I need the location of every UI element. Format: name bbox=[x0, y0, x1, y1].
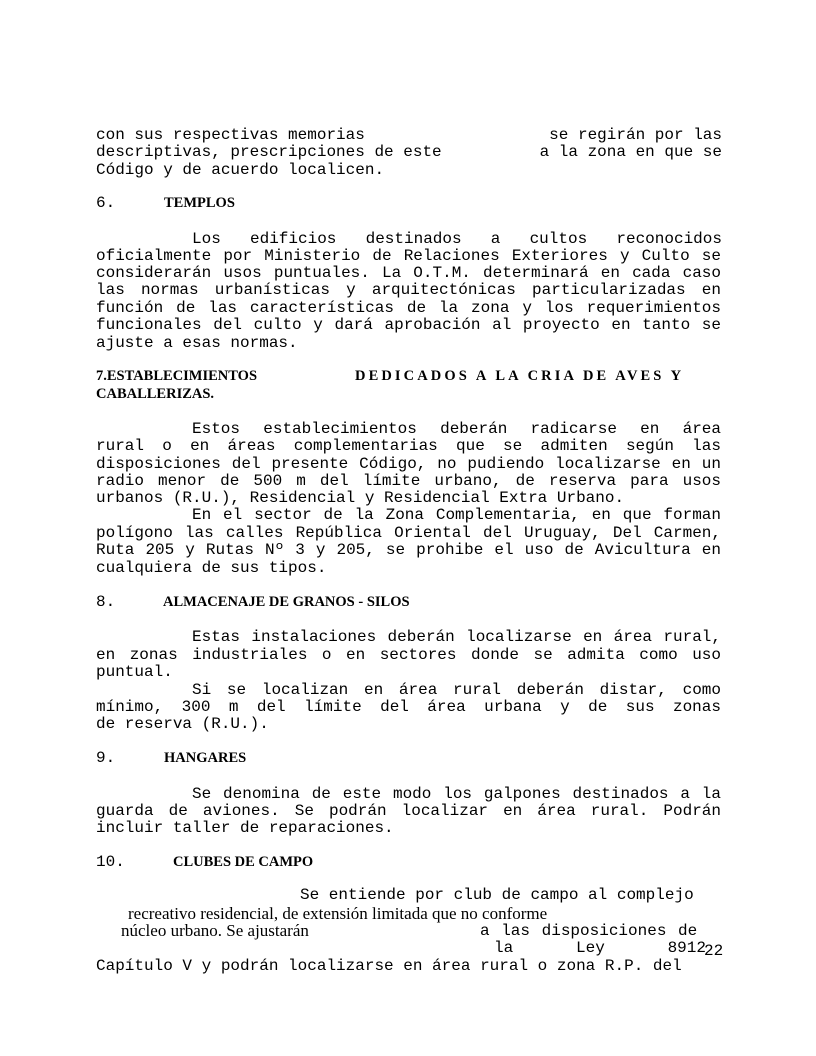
section-10-number: 10. bbox=[96, 853, 125, 871]
intro-right-column bbox=[530, 127, 722, 162]
section-10-title: CLUBES DE CAMPO bbox=[173, 854, 314, 870]
intro-right-line: se regirán por las bbox=[549, 126, 722, 144]
text-line: En el sector de la Zona Complementaria, en que forman bbox=[192, 506, 721, 524]
text-line: cualquiera de sus tipos. bbox=[96, 559, 327, 577]
text-line: Estas instalaciones deberán localizarse en área rural, bbox=[192, 628, 721, 646]
text-line: Ruta 205 y Rutas Nº 3 y 205, se prohibe el uso de Avicultura en bbox=[96, 541, 721, 559]
text-line: urbanos (R.U.), Residencial y Residencial Extra Urbano. bbox=[96, 489, 625, 507]
text-line: Los edificios destinados a cultos reconocidos bbox=[192, 230, 722, 248]
text-word: 8912 bbox=[667, 939, 706, 957]
text-line: Estos establecimientos deberán radicarse en área bbox=[192, 420, 721, 438]
text-line: Se denomina de este modo los galpones destinados a la bbox=[192, 785, 721, 803]
text-line: Capítulo V y podrán localizarse en área rural o zona R.P. del bbox=[96, 957, 682, 975]
text-line: guarda de aviones. Se podrán localizar en área rural. Podrán bbox=[96, 802, 721, 820]
intro-right-line: a la zona en que se bbox=[539, 143, 722, 162]
section-8-title: ALMACENAJE DE GRANOS - SILOS bbox=[163, 594, 410, 610]
text-line: radio menor de 500 m del límite urbano, de reserva para usos bbox=[96, 472, 721, 490]
text-line: oficialmente por Ministerio de Relaciones Exteriores y Culto se bbox=[96, 247, 721, 265]
text-line bbox=[494, 940, 706, 957]
text-line: considerarán usos puntuales. La O.T.M. determinará en cada caso bbox=[96, 264, 721, 282]
text-word: la bbox=[494, 939, 514, 957]
section-7-title-part-a: 7.ESTABLECIMIENTOS bbox=[96, 368, 258, 384]
text-word: Ley bbox=[575, 939, 605, 957]
section-7-title-part-c: CABALLERIZAS. bbox=[96, 386, 215, 402]
intro-left-line: Código y de acuerdo localicen. bbox=[96, 160, 385, 179]
page-number: 22 bbox=[704, 942, 724, 960]
section-9-number: 9. bbox=[96, 749, 116, 767]
text-line: en zonas industriales o en sectores donde se admita como uso bbox=[96, 646, 721, 664]
section-6-title: TEMPLOS bbox=[164, 195, 235, 211]
text-line: polígono las calles República Oriental del Uruguay, Del Carmen, bbox=[96, 524, 721, 542]
intro-left-line: con sus respectivas memorias bbox=[96, 126, 365, 144]
intro-left-line: descriptivas, prescripciones de este bbox=[96, 143, 442, 162]
text-line: rural o en áreas complementarias que se admiten según las bbox=[96, 437, 721, 455]
text-line: mínimo, 300 m del límite del área urbana y de sus zonas bbox=[96, 698, 721, 716]
section-6-number: 6. bbox=[96, 194, 116, 212]
text-line: disposiciones del presente Código, no pudiendo localizarse en un bbox=[96, 455, 721, 473]
text-line: Si se localizan en área rural deberán distar, como bbox=[192, 681, 721, 699]
text-line: funcionales del culto y dará aprobación al proyecto en tanto se bbox=[96, 316, 721, 334]
text-line: a las disposiciones de bbox=[480, 922, 698, 940]
text-line: Se entiende por club de campo al complejo bbox=[300, 886, 694, 904]
text-line: incluir taller de reparaciones. bbox=[96, 819, 394, 837]
text-line: recreativo residencial, de extensión limitada que no conforme bbox=[128, 904, 548, 923]
text-line: ajuste a esas normas. bbox=[96, 334, 298, 352]
text-line: función de las características de la zona y los requerimientos bbox=[96, 299, 721, 317]
intro-left-column bbox=[96, 127, 442, 179]
section-9-title: HANGARES bbox=[164, 750, 247, 766]
text-line: las normas urbanísticas y arquitectónicas particularizadas en bbox=[96, 281, 721, 299]
text-line: núcleo urbano. Se ajustarán bbox=[121, 921, 309, 940]
text-line: puntual. bbox=[96, 663, 173, 681]
section-7-title-part-b: DEDICADOS A LA CRIA DE AVES Y bbox=[355, 368, 685, 384]
section-8-number: 8. bbox=[96, 593, 116, 611]
text-line: de reserva (R.U.). bbox=[96, 715, 269, 733]
